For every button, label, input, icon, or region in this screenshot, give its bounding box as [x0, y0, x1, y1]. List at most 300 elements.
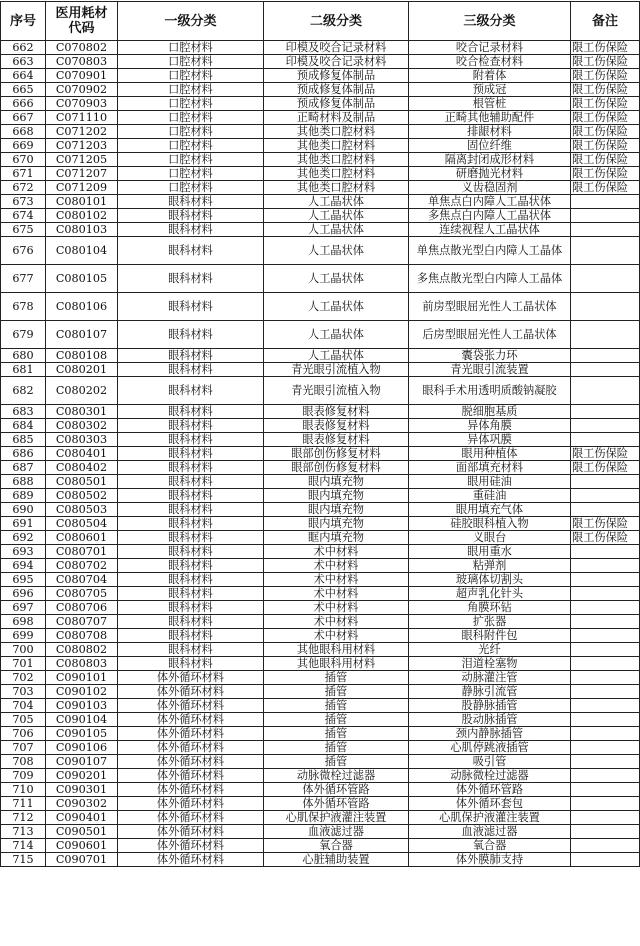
row-code: C090701 [46, 853, 118, 867]
table-row [1, 601, 640, 615]
row-remark [571, 629, 640, 643]
table-row [1, 629, 640, 643]
row-remark [571, 699, 640, 713]
row-level3: 眼用种植体 [409, 447, 571, 461]
row-level2: 人工晶状体 [264, 195, 409, 209]
row-level1: 口腔材料 [118, 181, 264, 195]
table-row [1, 447, 640, 461]
row-index: 699 [1, 629, 46, 643]
row-remark [571, 433, 640, 447]
row-index: 680 [1, 349, 46, 363]
row-remark [571, 545, 640, 559]
row-level3: 前房型眼屈光性人工晶状体 [409, 293, 571, 321]
row-index: 694 [1, 559, 46, 573]
row-level1: 口腔材料 [118, 153, 264, 167]
row-level1: 眼科材料 [118, 545, 264, 559]
row-level1: 眼科材料 [118, 405, 264, 419]
table-row [1, 685, 640, 699]
row-level3: 体外膜肺支持 [409, 853, 571, 867]
row-level3: 多焦点散光型白内障人工晶体 [409, 265, 571, 293]
row-level3: 眼科手术用透明质酸钠凝胶 [409, 377, 571, 405]
row-level3: 面部填充材料 [409, 461, 571, 475]
row-remark [571, 349, 640, 363]
table-row [1, 713, 640, 727]
row-level2: 眼表修复材料 [264, 419, 409, 433]
row-code: C070902 [46, 83, 118, 97]
table-row [1, 839, 640, 853]
table-row [1, 657, 640, 671]
row-level3: 硅胶眼科植入物 [409, 517, 571, 531]
row-level2: 眼内填充物 [264, 517, 409, 531]
row-level2: 心肌保护液灌注装置 [264, 811, 409, 825]
row-remark [571, 741, 640, 755]
row-code: C080706 [46, 601, 118, 615]
row-remark [571, 811, 640, 825]
table-row [1, 433, 640, 447]
row-level1: 体外循环材料 [118, 839, 264, 853]
row-remark: 限工伤保险 [571, 461, 640, 475]
row-level1: 眼科材料 [118, 433, 264, 447]
row-remark: 限工伤保险 [571, 447, 640, 461]
table-row [1, 195, 640, 209]
row-level1: 眼科材料 [118, 447, 264, 461]
row-code: C090601 [46, 839, 118, 853]
table-row [1, 97, 640, 111]
table-row [1, 223, 640, 237]
row-code: C070803 [46, 55, 118, 69]
row-code: C090201 [46, 769, 118, 783]
row-remark: 限工伤保险 [571, 69, 640, 83]
table-row [1, 83, 640, 97]
row-level3: 异体角膜 [409, 419, 571, 433]
row-remark [571, 293, 640, 321]
row-level2: 插管 [264, 755, 409, 769]
row-index: 676 [1, 237, 46, 265]
row-level1: 眼科材料 [118, 643, 264, 657]
row-level1: 眼科材料 [118, 419, 264, 433]
row-level3: 预成冠 [409, 83, 571, 97]
row-level2: 人工晶状体 [264, 237, 409, 265]
row-level1: 口腔材料 [118, 167, 264, 181]
row-level2: 术中材料 [264, 601, 409, 615]
row-code: C080402 [46, 461, 118, 475]
row-index: 689 [1, 489, 46, 503]
row-code: C080104 [46, 237, 118, 265]
table-row [1, 587, 640, 601]
row-level3: 泪道栓塞物 [409, 657, 571, 671]
row-index: 706 [1, 727, 46, 741]
consumables-table [0, 1, 640, 867]
row-code: C071110 [46, 111, 118, 125]
row-level1: 眼科材料 [118, 195, 264, 209]
row-level1: 体外循环材料 [118, 685, 264, 699]
row-level2: 插管 [264, 713, 409, 727]
row-level1: 眼科材料 [118, 517, 264, 531]
row-level2: 眼部创伤修复材料 [264, 461, 409, 475]
row-level3: 超声乳化针头 [409, 587, 571, 601]
row-level1: 体外循环材料 [118, 741, 264, 755]
row-level3: 颈内静脉插管 [409, 727, 571, 741]
row-code: C080504 [46, 517, 118, 531]
row-level3: 咬合检查材料 [409, 55, 571, 69]
table-row [1, 405, 640, 419]
row-level3: 股动脉插管 [409, 713, 571, 727]
table-row [1, 503, 640, 517]
row-index: 685 [1, 433, 46, 447]
row-level3: 单焦点散光型白内障人工晶体 [409, 237, 571, 265]
row-index: 710 [1, 783, 46, 797]
row-level2: 眼表修复材料 [264, 405, 409, 419]
table-row [1, 293, 640, 321]
row-index: 679 [1, 321, 46, 349]
row-level3: 粘弹剂 [409, 559, 571, 573]
row-level1: 口腔材料 [118, 97, 264, 111]
row-code: C080202 [46, 377, 118, 405]
row-code: C090401 [46, 811, 118, 825]
row-code: C090102 [46, 685, 118, 699]
row-level1: 眼科材料 [118, 475, 264, 489]
row-level2: 人工晶状体 [264, 223, 409, 237]
row-level1: 体外循环材料 [118, 825, 264, 839]
row-level3: 咬合记录材料 [409, 41, 571, 55]
row-level3: 排龈材料 [409, 125, 571, 139]
header-level1: 一级分类 [118, 2, 264, 41]
row-code: C080502 [46, 489, 118, 503]
row-code: C080301 [46, 405, 118, 419]
row-code: C080704 [46, 573, 118, 587]
row-remark [571, 713, 640, 727]
row-remark [571, 195, 640, 209]
row-level2: 眼内填充物 [264, 489, 409, 503]
row-code: C071209 [46, 181, 118, 195]
row-remark [571, 657, 640, 671]
row-level2: 术中材料 [264, 545, 409, 559]
row-code: C080303 [46, 433, 118, 447]
row-index: 713 [1, 825, 46, 839]
row-remark [571, 237, 640, 265]
row-level3: 体外循环套包 [409, 797, 571, 811]
table-row [1, 363, 640, 377]
row-level1: 眼科材料 [118, 293, 264, 321]
row-index: 705 [1, 713, 46, 727]
row-index: 675 [1, 223, 46, 237]
header-remark: 备注 [571, 2, 640, 41]
row-code: C080708 [46, 629, 118, 643]
row-level3: 脱细胞基质 [409, 405, 571, 419]
row-remark: 限工伤保险 [571, 111, 640, 125]
row-code: C080106 [46, 293, 118, 321]
table-row [1, 783, 640, 797]
row-index: 665 [1, 83, 46, 97]
row-code: C090104 [46, 713, 118, 727]
row-level1: 眼科材料 [118, 321, 264, 349]
row-remark [571, 377, 640, 405]
row-index: 701 [1, 657, 46, 671]
row-remark [571, 363, 640, 377]
row-code: C080702 [46, 559, 118, 573]
row-remark: 限工伤保险 [571, 125, 640, 139]
table-row [1, 69, 640, 83]
header-row [1, 2, 640, 41]
row-level1: 眼科材料 [118, 601, 264, 615]
row-level1: 眼科材料 [118, 559, 264, 573]
row-level1: 眼科材料 [118, 363, 264, 377]
row-index: 672 [1, 181, 46, 195]
row-level3: 义眼台 [409, 531, 571, 545]
row-remark: 限工伤保险 [571, 181, 640, 195]
table-row [1, 531, 640, 545]
row-level1: 体外循环材料 [118, 699, 264, 713]
row-level3: 固位纤维 [409, 139, 571, 153]
row-level1: 眼科材料 [118, 209, 264, 223]
row-level3: 后房型眼屈光性人工晶状体 [409, 321, 571, 349]
row-code: C090501 [46, 825, 118, 839]
row-code: C090107 [46, 755, 118, 769]
row-remark: 限工伤保险 [571, 167, 640, 181]
table-row [1, 237, 640, 265]
row-level2: 体外循环管路 [264, 783, 409, 797]
row-index: 690 [1, 503, 46, 517]
row-level2: 氧合器 [264, 839, 409, 853]
table-row [1, 615, 640, 629]
row-level1: 口腔材料 [118, 41, 264, 55]
row-level1: 口腔材料 [118, 83, 264, 97]
row-remark [571, 559, 640, 573]
table-row [1, 55, 640, 69]
row-remark: 限工伤保险 [571, 41, 640, 55]
row-level2: 印模及咬合记录材料 [264, 55, 409, 69]
table-row [1, 727, 640, 741]
row-index: 678 [1, 293, 46, 321]
row-index: 693 [1, 545, 46, 559]
row-remark [571, 769, 640, 783]
row-level3: 研磨抛光材料 [409, 167, 571, 181]
row-level1: 体外循环材料 [118, 783, 264, 797]
row-level3: 氧合器 [409, 839, 571, 853]
row-index: 682 [1, 377, 46, 405]
row-index: 671 [1, 167, 46, 181]
row-remark [571, 643, 640, 657]
row-remark [571, 405, 640, 419]
row-level3: 心肌保护液灌注装置 [409, 811, 571, 825]
row-index: 697 [1, 601, 46, 615]
row-level3: 青光眼引流装置 [409, 363, 571, 377]
row-index: 677 [1, 265, 46, 293]
row-level1: 眼科材料 [118, 629, 264, 643]
row-level1: 眼科材料 [118, 349, 264, 363]
table-row [1, 573, 640, 587]
row-remark [571, 727, 640, 741]
row-level2: 眼内填充物 [264, 503, 409, 517]
row-remark [571, 615, 640, 629]
row-level3: 心肌停跳液插管 [409, 741, 571, 755]
row-remark: 限工伤保险 [571, 531, 640, 545]
table-row [1, 209, 640, 223]
row-level3: 光纤 [409, 643, 571, 657]
row-level3: 动脉微栓过滤器 [409, 769, 571, 783]
table-row [1, 741, 640, 755]
row-level1: 口腔材料 [118, 139, 264, 153]
row-index: 708 [1, 755, 46, 769]
table-row [1, 125, 640, 139]
row-code: C080802 [46, 643, 118, 657]
row-level2: 其他类口腔材料 [264, 139, 409, 153]
row-level2: 眶内填充物 [264, 531, 409, 545]
row-level1: 眼科材料 [118, 223, 264, 237]
row-code: C080707 [46, 615, 118, 629]
row-index: 687 [1, 461, 46, 475]
row-index: 688 [1, 475, 46, 489]
row-remark [571, 209, 640, 223]
row-level3: 动脉灌注管 [409, 671, 571, 685]
row-index: 664 [1, 69, 46, 83]
row-level3: 重硅油 [409, 489, 571, 503]
row-index: 662 [1, 41, 46, 55]
row-index: 695 [1, 573, 46, 587]
row-code: C090103 [46, 699, 118, 713]
row-level2: 人工晶状体 [264, 265, 409, 293]
row-remark [571, 223, 640, 237]
row-remark [571, 419, 640, 433]
row-level3: 眼科附件包 [409, 629, 571, 643]
row-index: 712 [1, 811, 46, 825]
row-level1: 眼科材料 [118, 237, 264, 265]
table-row [1, 321, 640, 349]
row-code: C080803 [46, 657, 118, 671]
table-row [1, 797, 640, 811]
row-code: C080201 [46, 363, 118, 377]
row-level3: 囊袋张力环 [409, 349, 571, 363]
row-code: C071207 [46, 167, 118, 181]
row-level2: 人工晶状体 [264, 293, 409, 321]
row-level2: 眼部创伤修复材料 [264, 447, 409, 461]
row-level3: 根管桩 [409, 97, 571, 111]
row-level3: 附着体 [409, 69, 571, 83]
table-row [1, 167, 640, 181]
row-level2: 青光眼引流植入物 [264, 363, 409, 377]
table-row [1, 377, 640, 405]
row-remark [571, 825, 640, 839]
row-index: 669 [1, 139, 46, 153]
table-row [1, 643, 640, 657]
row-remark [571, 587, 640, 601]
table-row [1, 265, 640, 293]
row-level2: 人工晶状体 [264, 349, 409, 363]
row-code: C071203 [46, 139, 118, 153]
row-index: 702 [1, 671, 46, 685]
table-row [1, 559, 640, 573]
table-row [1, 699, 640, 713]
row-remark [571, 321, 640, 349]
row-level2: 其他类口腔材料 [264, 125, 409, 139]
row-level2: 心脏辅助装置 [264, 853, 409, 867]
row-level3: 正畸其他辅助配件 [409, 111, 571, 125]
row-index: 667 [1, 111, 46, 125]
row-index: 714 [1, 839, 46, 853]
row-level1: 眼科材料 [118, 377, 264, 405]
row-level1: 眼科材料 [118, 489, 264, 503]
row-level2: 预成修复体制品 [264, 97, 409, 111]
row-index: 673 [1, 195, 46, 209]
row-remark: 限工伤保险 [571, 55, 640, 69]
table-row [1, 139, 640, 153]
table-row [1, 153, 640, 167]
row-level1: 眼科材料 [118, 461, 264, 475]
row-level1: 体外循环材料 [118, 769, 264, 783]
row-level1: 眼科材料 [118, 657, 264, 671]
header-index: 序号 [1, 2, 46, 41]
row-code: C080101 [46, 195, 118, 209]
table-row [1, 181, 640, 195]
row-index: 670 [1, 153, 46, 167]
row-code: C080102 [46, 209, 118, 223]
row-remark: 限工伤保险 [571, 139, 640, 153]
row-code: C090105 [46, 727, 118, 741]
row-code: C071202 [46, 125, 118, 139]
row-remark [571, 853, 640, 867]
row-code: C080503 [46, 503, 118, 517]
row-code: C090301 [46, 783, 118, 797]
row-level2: 印模及咬合记录材料 [264, 41, 409, 55]
table-body [1, 41, 640, 867]
row-level1: 体外循环材料 [118, 671, 264, 685]
table-row [1, 517, 640, 531]
row-code: C080601 [46, 531, 118, 545]
row-level2: 插管 [264, 671, 409, 685]
row-code: C080103 [46, 223, 118, 237]
row-remark: 限工伤保险 [571, 153, 640, 167]
row-level3: 眼用硅油 [409, 475, 571, 489]
table-row [1, 755, 640, 769]
row-code: C080108 [46, 349, 118, 363]
table-row [1, 811, 640, 825]
row-level2: 其他类口腔材料 [264, 181, 409, 195]
row-index: 663 [1, 55, 46, 69]
row-index: 692 [1, 531, 46, 545]
row-code: C080701 [46, 545, 118, 559]
row-index: 703 [1, 685, 46, 699]
row-index: 700 [1, 643, 46, 657]
row-code: C080105 [46, 265, 118, 293]
row-level3: 扩张器 [409, 615, 571, 629]
row-remark [571, 797, 640, 811]
row-level3: 隔离封闭成形材料 [409, 153, 571, 167]
row-level1: 眼科材料 [118, 587, 264, 601]
row-level2: 正畸材料及制品 [264, 111, 409, 125]
row-level3: 角膜环钻 [409, 601, 571, 615]
row-remark [571, 503, 640, 517]
row-level1: 体外循环材料 [118, 727, 264, 741]
row-code: C070901 [46, 69, 118, 83]
row-remark [571, 489, 640, 503]
row-code: C071205 [46, 153, 118, 167]
row-level1: 口腔材料 [118, 125, 264, 139]
row-level2: 眼表修复材料 [264, 433, 409, 447]
row-code: C080501 [46, 475, 118, 489]
row-level1: 口腔材料 [118, 111, 264, 125]
row-index: 684 [1, 419, 46, 433]
row-level2: 插管 [264, 727, 409, 741]
row-level1: 体外循环材料 [118, 853, 264, 867]
row-code: C080401 [46, 447, 118, 461]
row-level3: 吸引管 [409, 755, 571, 769]
row-level3: 单焦点白内障人工晶状体 [409, 195, 571, 209]
row-index: 715 [1, 853, 46, 867]
row-remark: 限工伤保险 [571, 97, 640, 111]
row-level1: 眼科材料 [118, 503, 264, 517]
row-level3: 静脉引流管 [409, 685, 571, 699]
row-level1: 眼科材料 [118, 531, 264, 545]
